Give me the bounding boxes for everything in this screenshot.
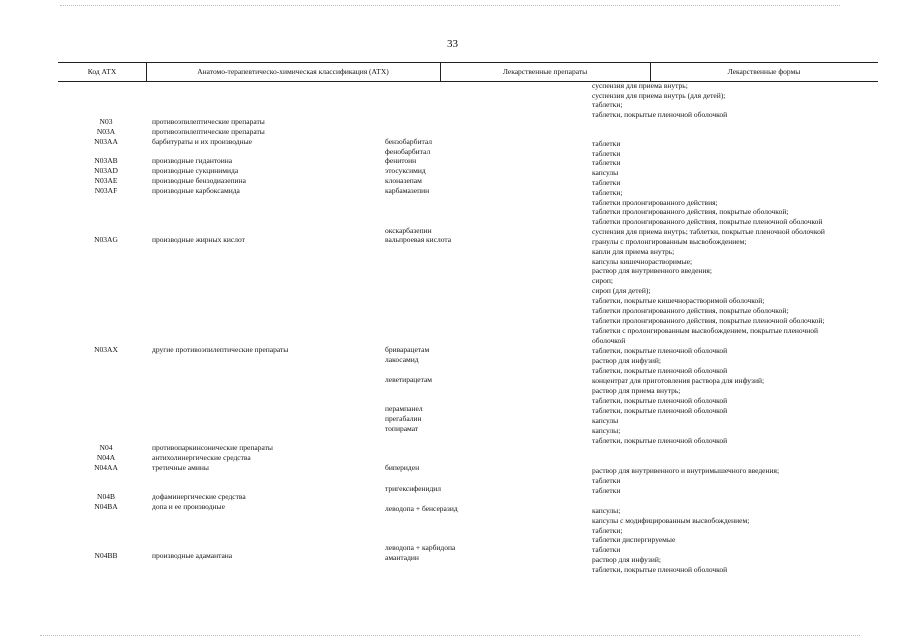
dosage-form: таблетки, покрытые пленочной оболочкой <box>592 396 728 405</box>
dosage-form: таблетки, покрытые пленочной оболочкой <box>592 565 728 574</box>
dosage-form: таблетки <box>592 139 621 148</box>
dosage-form: таблетки, покрытые кишечнорастворимой оболочкой; <box>592 296 765 305</box>
dosage-form: таблетки <box>592 149 621 158</box>
atx-class: производные адамантана <box>152 551 233 560</box>
dosage-form: суспензия для приема внутрь; <box>592 81 688 90</box>
atx-code: N04B <box>97 492 115 501</box>
dosage-form: капсулы <box>592 416 619 425</box>
dosage-form: суспензия для приема внутрь (для детей); <box>592 91 726 100</box>
dosage-form: таблетки, покрытые пленочной оболочкой <box>592 346 728 355</box>
drug-name: бензобарбитал <box>385 137 432 146</box>
drug-name: фенобарбитал <box>385 147 431 156</box>
atx-code: N04BB <box>94 551 118 560</box>
dosage-form: капсулы кишечнорастворимые; <box>592 257 693 266</box>
atx-code: N04BA <box>94 502 118 511</box>
dosage-form: таблетки пролонгированного действия, покрытые оболочкой; <box>592 306 789 315</box>
dosage-form: концентрат для приготовления раствора для инфузий; <box>592 376 765 385</box>
atx-code: N04A <box>96 453 116 462</box>
dosage-form: таблетки, покрытые пленочной оболочкой <box>592 366 728 375</box>
dosage-form: таблетки <box>592 178 621 187</box>
dosage-form: таблетки; <box>592 100 623 109</box>
header-drugs: Лекарственные препараты <box>440 63 651 81</box>
atx-code: N03AG <box>94 235 118 244</box>
dosage-form: таблетки; <box>592 188 623 197</box>
atx-class: третичные амины <box>152 463 209 472</box>
drug-name: лакосамид <box>385 355 419 364</box>
atx-code: N03AX <box>94 345 118 354</box>
atx-code: N03AB <box>94 156 118 165</box>
dosage-form: таблетки пролонгированного действия, покрытые пленочной оболочкой; <box>592 316 825 325</box>
atx-class: производные карбоксамида <box>152 186 240 195</box>
drug-name: карбамазепин <box>385 186 430 195</box>
drug-name: вальпроевая кислота <box>385 235 452 244</box>
atx-class: производные сукцинимида <box>152 166 239 175</box>
dosage-form: таблетки пролонгированного действия; <box>592 198 718 207</box>
dosage-form: таблетки <box>592 486 621 495</box>
dosage-form: таблетки пролонгированного действия, покрытые пленочной оболочкой <box>592 217 823 226</box>
dosage-form: сироп; <box>592 276 613 285</box>
dosage-form: раствор для внутривенного введения; <box>592 266 712 275</box>
atx-class: противоэпилептические препараты <box>152 117 265 126</box>
atx-code: N03AF <box>94 186 118 195</box>
header-classification: Анатомо-терапевтическо-химическая классификация (АТХ) <box>146 63 441 81</box>
dosage-form: таблетки диспергируемые <box>592 535 676 544</box>
drug-name: бриварацетам <box>385 345 430 354</box>
table-header <box>58 62 878 82</box>
atx-class: антихолинергические средства <box>152 453 251 462</box>
atx-class: дофаминергические средства <box>152 492 246 501</box>
drug-name: перампанел <box>385 404 423 413</box>
drug-name: этосуксимид <box>385 166 426 175</box>
dosage-form: капли для приема внутрь; <box>592 247 675 256</box>
drug-name: бипериден <box>385 463 420 472</box>
dosage-form: оболочкой <box>592 336 626 345</box>
atx-class: противопаркинсонические препараты <box>152 443 273 452</box>
atx-class: производные бензодиазепина <box>152 176 246 185</box>
drug-name: леводопа + бенсеразид <box>385 504 458 513</box>
dosage-form: таблетки <box>592 158 621 167</box>
atx-class: барбитураты и их производные <box>152 137 252 146</box>
dosage-form: раствор для инфузий; <box>592 555 661 564</box>
drug-name: леветирацетам <box>385 375 433 384</box>
dosage-form: таблетки <box>592 545 621 554</box>
atx-code: N04 <box>99 443 113 452</box>
atx-class: допа и ее производные <box>152 502 225 511</box>
header-code: Код АТХ <box>58 63 147 81</box>
drug-name: окскарбазепин <box>385 226 432 235</box>
dosage-form: раствор для приема внутрь; <box>592 386 681 395</box>
atx-class: противоэпилептические препараты <box>152 127 265 136</box>
drug-name: амантадин <box>385 553 419 562</box>
dosage-form: таблетки; <box>592 526 623 535</box>
atx-class: производные жирных кислот <box>152 235 245 244</box>
dosage-form: гранулы с пролонгированным высвобождением; <box>592 237 747 246</box>
dosage-form: капсулы <box>592 168 619 177</box>
atx-code: N04AA <box>94 463 118 472</box>
drug-name: топирамат <box>385 424 419 433</box>
drug-name: прегабалин <box>385 414 422 423</box>
drug-name: тригексифенидил <box>385 484 442 493</box>
dosage-form: капсулы; <box>592 426 621 435</box>
atx-code: N03A <box>96 127 116 136</box>
atx-class: производные гидантоина <box>152 156 233 165</box>
dosage-form: таблетки с пролонгированным высвобождением, покрытые пленочной <box>592 326 819 335</box>
drug-name: леводопа + карбидопа <box>385 543 456 552</box>
drug-name: клоназепам <box>385 176 422 185</box>
dosage-form: таблетки пролонгированного действия, покрытые оболочкой; <box>592 207 789 216</box>
dosage-form: таблетки, покрытые пленочной оболочкой <box>592 406 728 415</box>
atx-class: другие противоэпилептические препараты <box>152 345 289 354</box>
dosage-form: капсулы с модифицированным высвобождением; <box>592 516 750 525</box>
atx-code: N03AA <box>94 137 118 146</box>
dosage-form: суспензия для приема внутрь; таблетки, покрытые пленочной оболочкой <box>592 227 825 236</box>
atx-code: N03 <box>99 117 113 126</box>
atx-code: N03AD <box>94 166 118 175</box>
dosage-form: раствор для инфузий; <box>592 356 661 365</box>
dosage-form: таблетки, покрытые пленочной оболочкой <box>592 436 728 445</box>
dosage-form: таблетки, покрытые пленочной оболочкой <box>592 110 728 119</box>
header-forms: Лекарственные формы <box>727 67 801 76</box>
scan-edge-top <box>60 5 840 6</box>
dosage-form: таблетки <box>592 476 621 485</box>
drug-name: фенитоин <box>385 156 417 165</box>
dosage-form: капсулы; <box>592 506 621 515</box>
scan-edge-bottom <box>40 635 860 636</box>
atx-code: N03AE <box>94 176 118 185</box>
page-number: 33 <box>447 38 458 50</box>
dosage-form: раствор для внутривенного и внутримышечного введения; <box>592 466 780 475</box>
dosage-form: сироп (для детей); <box>592 286 651 295</box>
